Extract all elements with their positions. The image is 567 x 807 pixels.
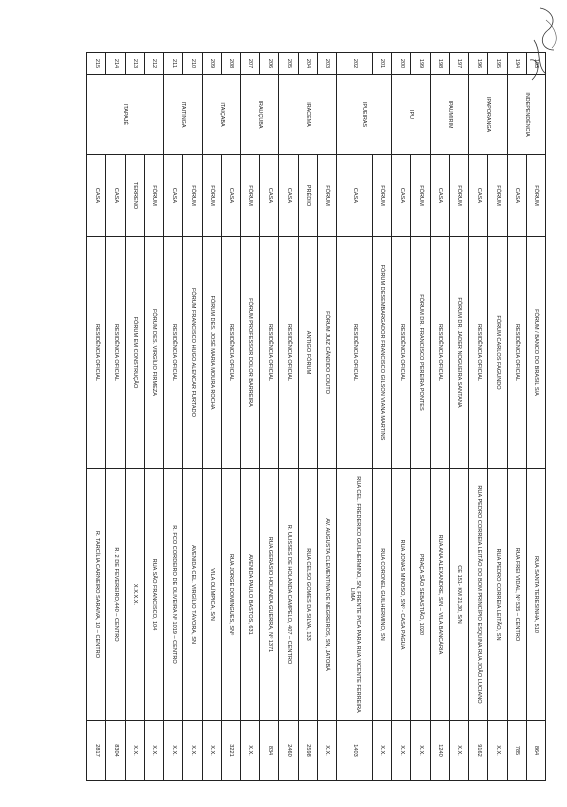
address-cell: RUA ANA ALEXANDRE, S/N – VILA BANCÁRIA (430, 469, 449, 721)
area-cell: 785 (507, 721, 526, 781)
table-row (392, 53, 411, 781)
type-cell: FÓRUM (202, 155, 221, 237)
table-row (298, 53, 317, 781)
description-cell: RESIDÊNCIA OFICIAL (279, 237, 298, 469)
row-number-cell: 213 (125, 53, 144, 75)
table-row (488, 53, 507, 781)
table-row (87, 53, 106, 781)
address-cell: CE 151- KM 21,30, S/N (449, 469, 468, 721)
type-cell: FÓRUM (317, 155, 336, 237)
table-row (106, 53, 125, 781)
description-cell: RESIDÊNCIA OFICIAL (87, 237, 106, 469)
area-cell: 1403 (337, 721, 373, 781)
row-number-cell: 210 (183, 53, 202, 75)
row-number-cell: 194 (507, 53, 526, 75)
description-cell: FÓRUM JUIZ CÂNDIDO COUTO (317, 237, 336, 469)
row-number-cell: 200 (392, 53, 411, 75)
area-cell: X.X. (240, 721, 259, 781)
description-cell: RESIDÊNCIA OFICIAL (260, 237, 279, 469)
type-cell: TERRENO (125, 155, 144, 237)
table-row (317, 53, 336, 781)
address-cell: RUA CELSO GOMES DA SILVA, 133 (298, 469, 317, 721)
area-cell: X.X. (144, 721, 163, 781)
type-cell: CASA (507, 155, 526, 237)
row-number-cell: 196 (469, 53, 488, 75)
description-cell: FÓRUM CARLOS FAGUNDO (488, 237, 507, 469)
address-cell: R. 2 DE FEVEREIRO,440 – CENTRO (106, 469, 125, 721)
description-cell: RESIDÊNCIA OFICIAL (507, 237, 526, 469)
handwritten-signature (512, 0, 567, 92)
description-cell: FÓRUM PROFESSOR DOLOR BARREIRA (240, 237, 259, 469)
row-number-cell: 209 (202, 53, 221, 75)
city-cell: IRACEMA (279, 75, 337, 155)
table-row (411, 53, 430, 781)
row-number-cell: 205 (279, 53, 298, 75)
address-cell: R. ULISSES DE HOLANDA CAMPELO, 407 – CENTRO (279, 469, 298, 721)
address-cell: X.X.X.X. (125, 469, 144, 721)
address-cell: RUA GERÁSIO HOLANDA GUERRA, Nº 1371 (260, 469, 279, 721)
table-row (183, 53, 202, 781)
row-number-cell: 198 (430, 53, 449, 75)
table-row (507, 53, 526, 781)
area-cell: X.X. (488, 721, 507, 781)
type-cell: FÓRUM (144, 155, 163, 237)
city-cell: ITAIÇABA (202, 75, 240, 155)
area-cell: 8304 (106, 721, 125, 781)
area-cell: X.X. (317, 721, 336, 781)
city-cell: IPUEIRAS (337, 75, 392, 155)
row-number-cell: 203 (317, 53, 336, 75)
type-cell: FÓRUM (449, 155, 468, 237)
area-cell: X.X. (449, 721, 468, 781)
description-cell: RESIDÊNCIA OFICIAL (337, 237, 373, 469)
description-cell: FÓRUM EM CONSTRUÇÃO (125, 237, 144, 469)
area-cell: 864 (526, 721, 545, 781)
row-number-cell: 197 (449, 53, 468, 75)
description-cell: FÓRUM DES. VIRGÍLIO FIRMEZA (144, 237, 163, 469)
area-cell: 3221 (221, 721, 240, 781)
type-cell: CASA (469, 155, 488, 237)
description-cell: FÓRUM DESEMBARGADOR FRANCISCO GILSON VIANA MARTINS (373, 237, 392, 469)
type-cell: CASA (337, 155, 373, 237)
area-cell: 2460 (279, 721, 298, 781)
address-cell: RUA SANTA TERESINHA, 510 (526, 469, 545, 721)
description-cell: FÓRUM / BANCO DO BRASIL S/A (526, 237, 545, 469)
address-cell: RUA CEL. FREDERICO GUILHERMINO, SN, FRENTE P/CA PARA RUA VICENTE FERREIRA LIMA (337, 469, 373, 721)
description-cell: RESIDÊNCIA OFICIAL (106, 237, 125, 469)
city-cell: IPAUMIRIM (430, 75, 468, 155)
row-number-cell: 193 (526, 53, 545, 75)
address-cell: RUA JONAS MINOSO, SNº - CASA PÁGUA (392, 469, 411, 721)
description-cell: RESIDÊNCIA OFICIAL (221, 237, 240, 469)
address-cell: R. TARCÍLIA CARNEIRO SARAIVA, 10 – CENTRO (87, 469, 106, 721)
area-cell: X.X. (373, 721, 392, 781)
address-cell: VILA OLÍMPICA, S/N (202, 469, 221, 721)
description-cell: FÓRUM DR. JADER NOGUEIRA SANTANA (449, 237, 468, 469)
address-cell: RUA SÃO FRANCISCO, 104 (144, 469, 163, 721)
type-cell: FÓRUM (411, 155, 430, 237)
table-row (144, 53, 163, 781)
area-cell: X.X. (202, 721, 221, 781)
area-cell: X.X. (164, 721, 183, 781)
description-cell: RESIDÊNCIA OFICIAL (469, 237, 488, 469)
address-cell: AVENIDA CEL. VIRGÍLIO TÁVORA, SN (183, 469, 202, 721)
table-row (279, 53, 298, 781)
row-number-cell: 211 (164, 53, 183, 75)
type-cell: FÓRUM (240, 155, 259, 237)
type-cell: CASA (221, 155, 240, 237)
address-cell: RUA CORONEL GUILHERMINO, SN (373, 469, 392, 721)
table-row (337, 53, 373, 781)
table-row (449, 53, 468, 781)
city-cell: ITAITINGA (164, 75, 202, 155)
area-cell: 2817 (87, 721, 106, 781)
type-cell: CASA (87, 155, 106, 237)
description-cell: FÓRUM DR. FRANCISCO PEREIRA PONTES (411, 237, 430, 469)
type-cell: FÓRUM (526, 155, 545, 237)
type-cell: PRÉDIO (298, 155, 317, 237)
type-cell: CASA (430, 155, 449, 237)
area-cell: X.X. (392, 721, 411, 781)
description-cell: RESIDÊNCIA OFICIAL (430, 237, 449, 469)
row-number-cell: 201 (373, 53, 392, 75)
row-number-cell: 204 (298, 53, 317, 75)
type-cell: CASA (279, 155, 298, 237)
address-cell: RUA FREI VIDAL, Nº 535 – CENTRO (507, 469, 526, 721)
row-number-cell: 214 (106, 53, 125, 75)
city-cell: ITAPAJÉ (87, 75, 164, 155)
table-row (221, 53, 240, 781)
row-number-cell: 207 (240, 53, 259, 75)
type-cell: CASA (392, 155, 411, 237)
description-cell: RESIDÊNCIA OFICIAL (392, 237, 411, 469)
table-row (430, 53, 449, 781)
row-number-cell: 199 (411, 53, 430, 75)
type-cell: FÓRUM (373, 155, 392, 237)
row-number-cell: 215 (87, 53, 106, 75)
type-cell: FÓRUM (183, 155, 202, 237)
table-row (373, 53, 392, 781)
city-cell: IRAUÇUBA (240, 75, 278, 155)
city-cell: IPU (392, 75, 430, 155)
city-cell: IPAPORANGA (469, 75, 507, 155)
row-number-cell: 212 (144, 53, 163, 75)
address-cell: R. FCO CORDEIRO DE OLIVEIRA Nº 1019 – CENTRO (164, 469, 183, 721)
type-cell: CASA (164, 155, 183, 237)
table-row (240, 53, 259, 781)
area-cell: 2598 (298, 721, 317, 781)
table-row (260, 53, 279, 781)
rotated-page (86, 52, 546, 780)
area-cell: X.X. (125, 721, 144, 781)
table-row (125, 53, 144, 781)
table-body (87, 53, 546, 781)
type-cell: FÓRUM (488, 155, 507, 237)
area-cell: 834 (260, 721, 279, 781)
address-cell: PRAÇA SÃO SEBASTIÃO, 1020 (411, 469, 430, 721)
description-cell: ANTIGO FÓRUM (298, 237, 317, 469)
type-cell: CASA (260, 155, 279, 237)
area-cell: X.X. (411, 721, 430, 781)
city-cell: INDEPENDÊNCIA (507, 75, 545, 155)
table-row (164, 53, 183, 781)
row-number-cell: 206 (260, 53, 279, 75)
description-cell: RESIDÊNCIA OFICIAL (164, 237, 183, 469)
address-cell: RUA PEDRO CORREIA LEITÃO, SN (488, 469, 507, 721)
table-row (202, 53, 221, 781)
address-cell: AVENIDA PAULO BASTOS, 631 (240, 469, 259, 721)
address-cell: RUA PEDRO CORREIA LEITÃO DO BOM PRINCÍPIO ESQUINA RUA JOÃO LUCIANO (469, 469, 488, 721)
area-cell: X.X. (183, 721, 202, 781)
description-cell: FÓRUM DES. JOSÉ MARIA MOURA ROCHA (202, 237, 221, 469)
property-table (86, 52, 546, 781)
address-cell: RUA JORGE DOMINGUES, SNº (221, 469, 240, 721)
address-cell: AV. AUGUSTA CLEMENTINA DE NEGREIROS, SN, JATOBÁ (317, 469, 336, 721)
table-row (469, 53, 488, 781)
row-number-cell: 195 (488, 53, 507, 75)
area-cell: 9162 (469, 721, 488, 781)
row-number-cell: 208 (221, 53, 240, 75)
area-cell: 1240 (430, 721, 449, 781)
type-cell: CASA (106, 155, 125, 237)
row-number-cell: 202 (337, 53, 373, 75)
table-row (526, 53, 545, 781)
description-cell: FÓRUM FRANCISCO HUGO ALENCAR FURTADO (183, 237, 202, 469)
